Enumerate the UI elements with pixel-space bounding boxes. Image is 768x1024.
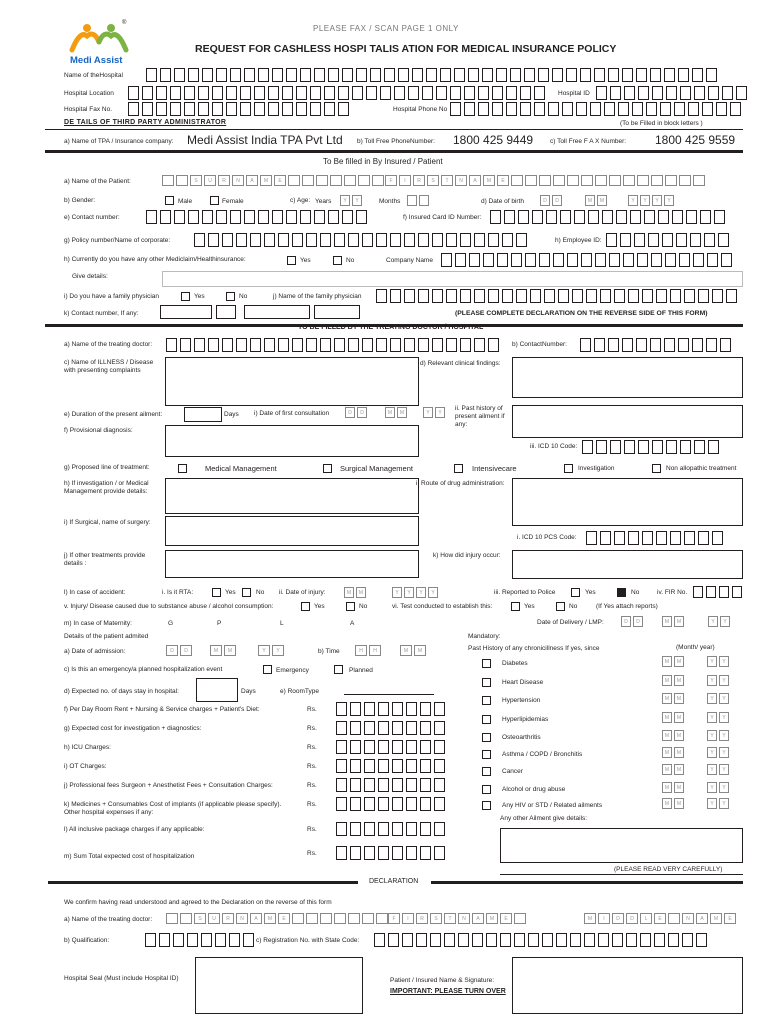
age-years-boxes[interactable]: Y Y [340,195,362,206]
contact-any-part1[interactable] [160,305,212,319]
declaration-bar-left [48,881,358,884]
contact-any-part2[interactable] [216,305,236,319]
firstname-boxes[interactable]: F I R S T N A M E [385,175,705,186]
test-yes-label: Yes [524,603,535,610]
signature-label: Patient / Insured Name & Signature: [390,977,495,984]
maternity-label: m) In case of Maternity: [64,620,132,627]
chronic-label: Any HIV or STD / Related ailments [502,802,603,809]
chronic-checkbox[interactable] [482,767,491,776]
decl-surname-boxes[interactable]: S U R N A M E [166,913,388,924]
hospital-fax-boxes[interactable] [128,102,349,116]
clinical-findings-label: d) Relevant clinical findings: [420,360,501,367]
injury-how-field[interactable] [512,550,743,579]
other-treatment-label: j) If other treatments provide details : [64,552,146,567]
maternity-l-label: L [280,620,284,627]
past-history-field[interactable] [512,405,743,438]
expected-days-label: d) Expected no. of days stay in hospital: [64,688,179,695]
policy-label: g) Policy number/Name of corporate: [64,237,171,244]
hospital-id-label: Hospital ID [558,90,590,97]
doctor-heading: TO BE FILLED BY THE TREATING DOCTOR / HOSPITAL [298,324,484,331]
tpa-name-value: Medi Assist India TPA Pvt Ltd [187,133,343,147]
contact-number-label: e) Contact number: [64,214,120,221]
tpa-divider [45,129,743,130]
injury-date-month-boxes[interactable]: M M [344,587,366,598]
toll-free-phone-value: 1800 425 9449 [453,133,534,147]
injury-how-label: k) How did injury occur: [433,552,501,559]
month-year-label: (Month/ year) [676,644,715,651]
mandatory-label: Mandatory: [468,633,501,640]
doctor-name-boxes[interactable] [166,338,499,352]
past-history-label: ii. Past history of present ailment if any: [455,405,505,428]
chronic-checkbox[interactable] [482,801,491,810]
route-field[interactable] [512,478,743,526]
chronic-label: Heart Disease [502,679,544,686]
admission-hour-boxes[interactable]: H H [355,645,381,656]
surname-boxes[interactable]: S U R N A M E [162,175,384,186]
contact-any-part4[interactable] [314,305,360,319]
gender-label: b) Gender: [64,197,96,204]
fir-label: iv. FIR No. [657,589,688,596]
professional-fees-rs: Rs. [307,782,317,789]
qualification-label: b) Qualification: [64,937,110,944]
medicines-boxes[interactable] [336,797,445,811]
logo-text: Medi Assist [70,55,123,66]
chronic-label: Asthma / COPD / Bronchitis [502,751,583,758]
doctor-name-label: a) Name of the treating doctor: [64,341,153,348]
sum-total-rs: Rs. [307,850,317,857]
professional-fees-boxes[interactable] [336,778,445,792]
employee-id-boxes[interactable] [606,233,729,247]
family-physician-yes-label: Yes [194,293,205,300]
registration-boxes[interactable] [374,933,707,947]
intensive-care-checkbox[interactable] [454,464,463,473]
male-label: Male [178,198,193,205]
planned-option-label: Planned [349,667,373,674]
chronic-history-label: Past History of any chronicillness If yes, since [468,645,600,652]
employee-id-label: h) Employee ID: [555,237,602,244]
package-boxes[interactable] [336,822,445,836]
injury-date-label: ii. Date of injury: [279,589,326,596]
chronic-year-boxes[interactable]: Y Y [707,747,729,758]
non-allopathic-checkbox[interactable] [652,464,661,473]
icd10-boxes[interactable] [582,440,719,454]
substance-no-label: No [359,603,368,610]
icu-boxes[interactable] [336,740,445,754]
icu-rs: Rs. [307,744,317,751]
age-months-boxes[interactable] [407,195,429,206]
rta-no-checkbox[interactable] [242,588,251,597]
rta-yes-checkbox[interactable] [212,588,221,597]
package-rs: Rs. [307,826,317,833]
toll-free-fax-value: 1800 425 9559 [655,133,736,147]
per-day-label: f) Per Day Room Rent + Nursing & Service charges + Patient's Diet: [64,706,260,713]
planned-checkbox[interactable] [334,665,343,674]
duration-field[interactable] [184,407,222,422]
substance-label: v. Injury/ Disease caused due to substance abuse / alcohol consumption: [64,603,274,610]
chronic-year-boxes[interactable]: Y Y [707,798,729,809]
family-physician-name-label: j) Name of the family physician [273,293,362,300]
chronic-year-boxes[interactable]: Y Y [707,712,729,723]
chronic-checkbox[interactable] [482,678,491,687]
months-label: Months [379,198,401,205]
illness-label: c) Name of ILLNESS / Disease with presenting complaints [64,359,154,374]
hospital-seal-label: Hospital Seal (Must include Hospital ID) [64,975,179,982]
sum-total-boxes[interactable] [336,846,445,860]
police-no-checkbox[interactable] [617,588,626,597]
contact-number-boxes[interactable] [146,210,367,224]
hospital-location-boxes[interactable] [128,86,545,100]
admission-date-label: a) Date of admission: [64,648,126,655]
other-insurance-label: h) Currently do you have any other Mediclaim/Healthinsurance: [64,256,246,263]
chronic-month-boxes[interactable]: M M [662,764,684,775]
non-allopathic-label: Non allopathic treatment [666,465,737,472]
family-physician-no-label: No [239,293,248,300]
delivery-day-boxes[interactable]: D D [621,616,643,627]
injury-date-year-boxes[interactable]: Y Y Y Y [392,587,438,598]
admission-day-boxes[interactable]: D D [166,645,192,656]
intensive-care-label: Intensivecare [472,464,517,473]
test-no-checkbox[interactable] [556,602,565,611]
delivery-date-label: Date of Delivery / LMP: [537,619,604,626]
family-physician-label: i) Do you have a family physician [64,293,160,300]
test-no-label: No [569,603,578,610]
admission-time-label: b) Time [318,648,340,655]
read-carefully-note: (PLEASE READ VERY CAREFULLY) [614,866,723,873]
declaration-confirm: We confirm having read understood and agreed to the Declaration on the reverse of this form [64,899,332,906]
per-day-boxes[interactable] [336,702,445,716]
maternity-g-label: G [168,620,174,627]
per-day-rs: Rs. [307,706,317,713]
age-label: c) Age: [290,197,311,204]
hospital-fax-label: Hospital Fax No. [64,106,113,113]
maternity-a-label: A [350,620,355,627]
substance-yes-checkbox[interactable] [301,602,310,611]
patient-name-label: a) Name of the Patient: [64,178,131,185]
admission-year-boxes[interactable]: Y Y [258,645,284,656]
tpa-heading: DE TAILS OF THIRD PARTY ADMINISTRATOR [64,119,227,126]
icd10pcs-boxes[interactable] [586,531,723,545]
maternity-p-label: P [217,620,222,627]
investigation-details-field[interactable] [165,478,419,514]
give-details-field[interactable] [162,271,743,287]
police-no-label: No [631,589,640,596]
attach-reports-note: (If Yes attach reports) [596,603,658,610]
contact-any-label: k) Contact number, If any: [64,310,139,317]
read-carefully-line [500,874,743,875]
chronic-year-boxes[interactable]: Y Y [707,675,729,686]
family-physician-yes-checkbox[interactable] [181,292,190,301]
company-name-boxes[interactable] [441,253,732,267]
ot-boxes[interactable] [336,759,445,773]
expected-days-field[interactable] [196,678,238,702]
police-yes-label: Yes [585,589,596,596]
company-name-label: Company Name [386,257,433,264]
family-physician-no-checkbox[interactable] [226,292,235,301]
chronic-month-boxes[interactable]: M M [662,747,684,758]
other-ailment-label: Any other Ailment give details: [500,815,588,822]
delivery-month-boxes[interactable]: M M [662,616,684,627]
chronic-year-boxes[interactable]: Y Y [707,730,729,741]
chronic-month-boxes[interactable]: M M [662,693,684,704]
line-treatment-label: g) Proposed line of treatment: [64,464,150,471]
doctor-contact-label: b) ContactNumber: [512,341,567,348]
chronic-label: Diabetes [502,660,528,667]
chronic-year-boxes[interactable]: Y Y [707,656,729,667]
decl-doctor-name-label: a) Name of the treating doctor: [64,916,153,923]
provisional-diagnosis-label: f) Provisional diagnosis: [64,427,133,434]
turn-over-note: IMPORTANT: PLEASE TURN OVER [390,988,506,995]
expected-days-unit: Days [241,688,256,695]
male-checkbox[interactable] [165,196,174,205]
chronic-month-boxes[interactable]: M M [662,782,684,793]
provisional-diagnosis-field[interactable] [165,425,419,457]
medicines-label: k) Medicines + Consumables Cost of implants (if applicable please specify). Other hospital expenses if any: [64,801,282,816]
medi-assist-logo [68,20,130,70]
hospital-seal-field[interactable] [195,957,363,1014]
chronic-label: Alcohol or drug abuse [502,786,566,793]
rta-yes-label: Yes [225,589,236,596]
decl-firstname-boxes[interactable]: F I R S T N A M E [388,913,526,924]
admission-heading: Details of the patient admited [64,633,149,640]
female-label: Female [222,198,244,205]
chronic-checkbox[interactable] [482,750,491,759]
investigation-label: Investigation [578,465,615,472]
chronic-month-boxes[interactable]: M M [662,798,684,809]
icd10pcs-label: i. ICD 10 PCS Code: [517,534,577,541]
room-type-label: e) RoomType [280,688,320,695]
medical-management-label: Medical Management [205,464,277,473]
hospital-id-boxes[interactable] [596,86,747,100]
test-conducted-label: vi. Test conducted to establish this: [392,603,493,610]
substance-no-checkbox[interactable] [346,602,355,611]
duration-label: e) Duration of the present ailment: [64,411,163,418]
investigation-cost-label: g) Expected cost for investigation + diagnostics: [64,725,202,732]
declaration-reverse-note: (PLEASE COMPLETE DECLARATION ON THE REVERSE SIDE OF THIS FORM) [455,310,708,317]
other-treatment-field[interactable] [165,550,419,578]
admission-minute-boxes[interactable]: M M [400,645,426,656]
surgical-management-label: Surgical Management [340,464,413,473]
signature-field[interactable] [512,957,743,1014]
investigation-checkbox[interactable] [564,464,573,473]
block-letters-note: (To be Filled in block letters ) [620,120,703,127]
chronic-checkbox[interactable] [482,696,491,705]
other-insurance-yes-checkbox[interactable] [287,256,296,265]
chronic-month-boxes[interactable]: M M [662,712,684,723]
chronic-checkbox[interactable] [482,733,491,742]
rta-no-label: No [256,589,265,596]
card-id-boxes[interactable] [490,210,725,224]
registration-label: c) Registration No. with State Code: [256,937,360,944]
ot-rs: Rs. [307,763,317,770]
toll-free-fax-label: c) Toll Free F A X Number: [550,138,627,145]
card-id-label: f) Insured Card ID Number: [403,214,482,221]
other-ailment-field[interactable] [500,828,743,863]
substance-yes-label: Yes [314,603,325,610]
tpa-name-label: a) Name of TPA / Insurance company: [64,138,174,145]
professional-fees-label: j) Professional fees Surgeon + Anesthetist Fees + Consultation Charges: [64,782,273,789]
contact-any-part3[interactable] [244,305,310,319]
ot-label: i) OT Charges: [64,763,107,770]
chronic-label: Osteoarthritis [502,734,541,741]
admission-month-boxes[interactable]: M M [210,645,236,656]
fir-boxes[interactable] [693,586,742,598]
first-consult-label: i) Date of first consultation [254,410,330,417]
chronic-month-boxes[interactable]: M M [662,730,684,741]
delivery-year-boxes[interactable]: Y Y [708,616,730,627]
policy-boxes[interactable] [194,233,527,247]
illness-field[interactable] [165,357,419,406]
chronic-year-boxes[interactable]: Y Y [707,782,729,793]
years-label: Years [315,198,332,205]
other-insurance-no-checkbox[interactable] [333,256,342,265]
family-physician-name-boxes[interactable] [376,289,737,303]
first-consult-day-boxes[interactable]: D D [345,407,367,418]
surgery-name-field[interactable] [165,516,419,546]
hospital-phone-label: Hospital Phone No [393,106,448,113]
sum-total-label: m) Sum Total expected cost of hospitalization [64,853,195,860]
hospital-phone-boxes[interactable] [450,102,741,116]
fax-note: PLEASE FAX / SCAN PAGE 1 ONLY [313,24,459,33]
surgical-management-checkbox[interactable] [323,464,332,473]
other-insurance-yes-label: Yes [300,257,311,264]
rta-label: i. Is it RTA: [162,589,194,596]
chronic-checkbox[interactable] [482,785,491,794]
chronic-year-boxes[interactable]: Y Y [707,764,729,775]
first-consult-month-boxes[interactable]: M M [385,407,407,418]
insured-section-bar [45,150,743,153]
hospital-name-label: Name of theHospital [64,72,123,79]
emergency-question-label: c) Is this an emergency/a planned hospitalization event [64,666,223,673]
medicines-rs: Rs. [307,801,317,808]
room-type-line[interactable] [344,694,434,695]
decl-middlename-boxes[interactable]: M I D D L E N A M E [584,913,736,924]
investigation-cost-rs: Rs. [307,725,317,732]
package-label: l) All inclusive package charges if any applicable: [64,826,205,833]
emergency-checkbox[interactable] [263,665,272,674]
chronic-month-boxes[interactable]: M M [662,675,684,686]
dob-year-boxes[interactable]: Y Y Y Y [628,195,674,206]
medical-management-checkbox[interactable] [178,464,187,473]
form-title: REQUEST FOR CASHLESS HOSPI TALIS ATION FOR MEDICAL INSURANCE POLICY [195,43,617,55]
hospital-location-label: Hospital Location [64,90,114,97]
logo-figures-icon [68,20,130,60]
accident-label: l) In case of accident: [64,589,126,596]
dob-month-boxes[interactable]: M M [585,195,607,206]
investigation-cost-boxes[interactable] [336,721,445,735]
icd10-label: iii. ICD 10 Code: [530,443,578,450]
dob-day-boxes[interactable]: D D [540,195,562,206]
qualification-boxes[interactable] [145,933,254,947]
declaration-bar-right [431,881,743,884]
chronic-month-boxes[interactable]: M M [662,656,684,667]
chronic-checkbox[interactable] [482,715,491,724]
chronic-label: Hyperlipidemias [502,716,549,723]
police-yes-checkbox[interactable] [571,588,580,597]
hospital-name-boxes[interactable] [146,68,717,82]
toll-free-phone-label: b) Toll Free PhoneNumber: [357,138,435,145]
first-consult-year-boxes[interactable]: Y Y [423,407,445,418]
chronic-year-boxes[interactable]: Y Y [707,693,729,704]
female-checkbox[interactable] [210,196,219,205]
dob-label: d) Date of birth [481,198,524,205]
registered-mark: ® [122,20,127,26]
clinical-findings-field[interactable] [512,357,743,398]
chronic-label: Hypertension [502,697,541,704]
emergency-option-label: Emergency [276,667,309,674]
route-label: i. Route of drug administration: [416,480,505,487]
icu-label: h) ICU Charges: [64,744,111,751]
other-insurance-no-label: No [346,257,355,264]
investigation-details-label: h) If investigation / or Medical Management provide details: [64,480,149,495]
chronic-checkbox[interactable] [482,659,491,668]
reported-police-label: iii. Reported to Police [494,589,556,596]
doctor-contact-boxes[interactable] [580,338,731,352]
give-details-label: Give details: [72,273,108,280]
surgery-name-label: i) If Surgical, name of surgery: [64,519,151,526]
declaration-heading: DECLARATION [369,878,419,885]
insured-heading: To Be filled in By Insured / Patient [323,157,443,166]
test-yes-checkbox[interactable] [511,602,520,611]
duration-days-label: Days [224,411,239,418]
chronic-label: Cancer [502,768,523,775]
